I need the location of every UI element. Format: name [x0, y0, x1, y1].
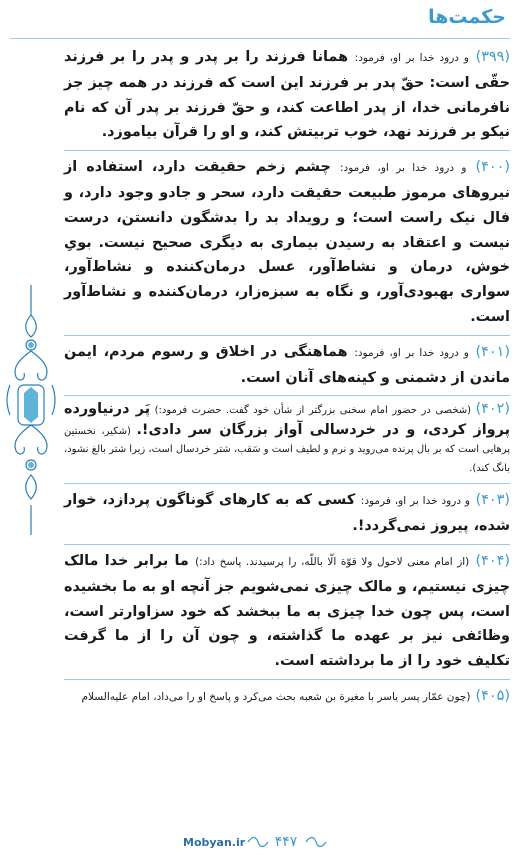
saying-403: [64, 486, 510, 543]
page-number: ۴۴۷: [274, 834, 298, 850]
saying-text: همانا فرزند را بر پدر و پدر را بر فرزند حقّی است: حقّ پدر بر فرزند این است که فرزند در همه چیز جز نافرمانی خدا، از پدر اطاعت کند، و حقّ فرزند بر پدر آن که نام نیکو بر فرزند نهد، خوب تربیتش کند، و او را قرآن بیاموزد.: [64, 49, 510, 141]
paragraph-divider: [64, 335, 510, 336]
saying-404: [64, 547, 510, 678]
saying-number: (۴۰۲): [475, 401, 511, 418]
footer-ornament-left-icon: [246, 835, 270, 849]
saying-intro: و درود خدا بر او، فرمود:: [339, 162, 467, 175]
saying-number: (۴۰۴): [475, 552, 510, 569]
page-footer: [0, 829, 520, 855]
saying-402: [64, 398, 510, 482]
saying-intro: (چون عمّار پسر یاسر با مغیرة بن شعبه بحث می‌کرد و پاسخ او را می‌داد، امام علیه‌السلام: [81, 690, 471, 703]
saying-text: هماهنگی در اخلاق و رسوم مردم، ایمن ماندن از دشمنی و کینه‌های آنان است.: [64, 343, 510, 386]
saying-text: چشم زخم حقیقت دارد، استفاده از نیروهای مرموز طبیعت حقیقت دارد، سحر و جادو وجود دارد، و فال نیک راست است؛ و رویداد بد را بدشگون دانستن، درست نیست و اعتقاد به رسیدن بیماری به دیگری صحیح نیست. بویِ خوش، درمان و نشاط‌آور، عسل درمان‌کننده و نشاط‌آور، سواری بهبودی‌آور، و نگاه به سبزه‌زار، درمان‌کننده و نشاط‌آور است.: [64, 159, 510, 325]
site-name: Mobyan.ir: [183, 836, 246, 849]
saying-number: (۴۰۵): [475, 687, 510, 704]
saying-text: کسی که به کارهای گوناگون پردازد، خوار شده، پیروز نمی‌گردد!.: [64, 492, 510, 535]
footer-ornament-right-icon: [304, 835, 328, 849]
saying-number: (۴۰۳): [475, 492, 511, 509]
saying-text: ما برابر خدا مالک چیزی نیستیم، و مالک چیزی نمی‌شویم جز آنچه او به ما بخشیده است، پس چون خدا چیزی به ما ببخشد که خود سزاوارتر است، وظائفی نیز بر عهده ما گذاشته، و چون آن را از ما گرفت تکلیف خود را از ما برداشته است.: [64, 552, 510, 670]
saying-number: (۳۹۹): [475, 49, 511, 65]
paragraph-divider: [64, 679, 510, 680]
page-header-title: حکمت‌ها: [428, 6, 506, 28]
paragraph-divider: [64, 395, 510, 396]
saying-intro: و درود خدا بر او، فرمود:: [354, 52, 469, 64]
paragraph-divider: [64, 483, 510, 484]
saying-note: (شکیر، نخستین پرهایی است که بر بال پرنده می‌روید و نرم و لطیف است و سَقب، شتر خردسال است، زیرا شتر بالغ نشود، بانگ کند).: [64, 425, 510, 474]
paragraph-divider: [64, 544, 510, 545]
margin-ornament: [2, 285, 60, 535]
header-divider: [10, 38, 510, 39]
page-content: [64, 43, 510, 714]
paragraph-divider: [64, 150, 510, 151]
saying-number: (۴۰۱): [475, 343, 510, 360]
saying-401: [64, 338, 510, 395]
saying-intro: و درود خدا بر او، فرمود:: [354, 346, 469, 359]
saying-399: [64, 43, 510, 149]
saying-405: [64, 682, 510, 714]
saying-400: [64, 153, 510, 334]
saying-intro: (از امام معنی لاحول ولا قوّة الّا باللّه، را پرسیدند. پاسخ داد:): [195, 555, 470, 568]
saying-text: پَر درنیاورده پرواز کردی، و در خردسالی آواز بزرگان سر دادی!.: [64, 401, 510, 438]
saying-intro: و درود خدا بر او، فرمود:: [360, 495, 470, 508]
saying-number: (۴۰۰): [475, 159, 510, 176]
saying-intro: (شخصی در حضور امام سخنی بزرگتر از شأن خود گفت. حضرت فرمود:): [154, 405, 472, 417]
